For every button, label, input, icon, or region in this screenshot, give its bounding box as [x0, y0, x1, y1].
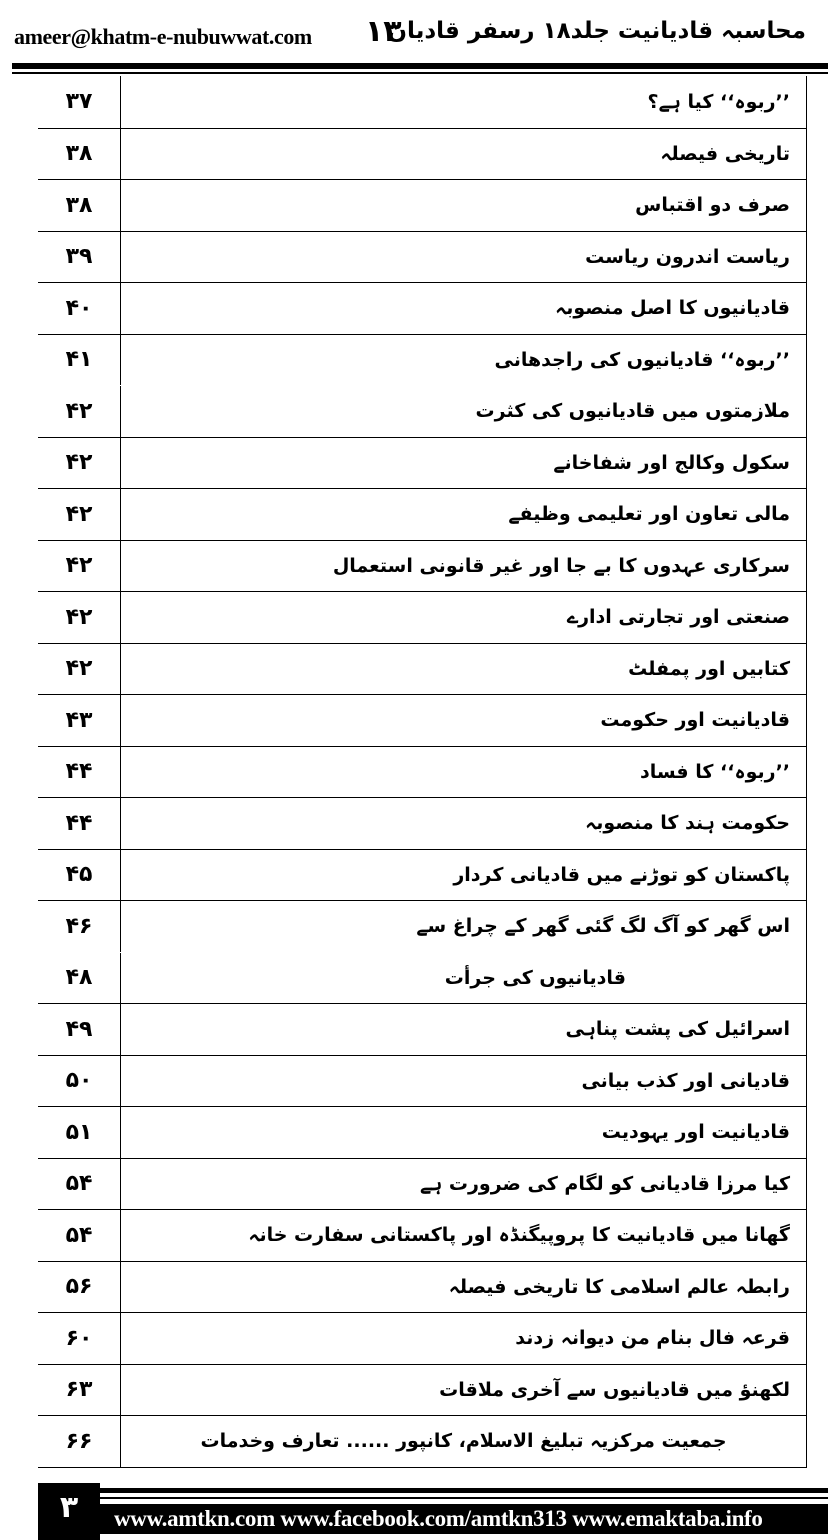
toc-page-number: ۶۶ [38, 1416, 121, 1467]
table-row [38, 952, 806, 1004]
table-row [38, 1209, 806, 1261]
toc-page-number: ۴۲ [38, 489, 121, 540]
toc-page-number: ۴۰ [38, 283, 121, 334]
toc-page-number: ۵۴ [38, 1159, 121, 1210]
toc-page-number: ۴۵ [38, 850, 121, 901]
table-row [38, 1106, 806, 1158]
table-row [38, 1055, 806, 1107]
toc-entry-title: ’’ربوہ‘‘ کا فساد [639, 760, 790, 783]
header-rule-thick [12, 63, 828, 69]
table-row [38, 643, 806, 695]
toc-entry-title: تاریخی فیصلہ [660, 142, 790, 165]
toc-page-number: ۴۳ [38, 695, 121, 746]
toc-page-number: ۳۹ [38, 232, 121, 283]
toc-page-number: ۴۲ [38, 386, 121, 437]
toc-entry-title: رابطہ عالم اسلامی کا تاریخی فیصلہ [448, 1275, 790, 1298]
table-row [38, 437, 806, 489]
toc-entry-title: گھانا میں قادیانیت کا پروپیگنڈہ اور پاکستانی سفارت خانہ [248, 1224, 790, 1247]
table-row [38, 282, 806, 334]
toc-entry-title: کیا مرزا قادیانی کو لگام کی ضرورت ہے [420, 1172, 790, 1195]
toc-entry-title: کتابیں اور پمفلٹ [628, 657, 790, 680]
toc-page-number: ۴۱ [38, 335, 121, 386]
table-row [38, 1003, 806, 1055]
toc-entry-title: قرعہ فال بنام من دیوانہ زدند [515, 1327, 790, 1350]
toc-page-number: ۶۰ [38, 1313, 121, 1364]
toc-page-number: ۵۴ [38, 1210, 121, 1261]
toc-entry-title: صرف دو اقتباس [635, 194, 790, 217]
toc-entry-title: پاکستان کو توڑنے میں قادیانی کردار [453, 863, 790, 886]
toc-entry-title: جمعیت مرکزیہ تبلیغ الاسلام، کانپور ...... تعارف وخدمات [200, 1430, 727, 1453]
toc-entry-title: ’’ربوہ‘‘ کیا ہے؟ [647, 90, 790, 113]
toc-entry-title: قادیانی اور کذب بیانی [581, 1069, 790, 1092]
toc-page-number: ۳۸ [38, 129, 121, 180]
table-row [38, 797, 806, 849]
toc-entry-title: قادیانیوں کی جرأت [444, 966, 626, 989]
toc-page-number: ۳۸ [38, 180, 121, 231]
header-book-title: محاسبہ قادیانیت جلد۱۸ رسفر قادیان [387, 18, 806, 44]
table-row [38, 231, 806, 283]
toc-entry-title: قادیانیت اور یہودیت [601, 1121, 790, 1144]
table-row [38, 128, 806, 180]
toc-page-number: ۴۲ [38, 438, 121, 489]
toc-page-number: ۳۷ [38, 76, 121, 128]
footer-rule-thin [100, 1497, 828, 1499]
header-page-number: ۱۳ [365, 14, 402, 49]
toc-entry-title: سرکاری عہدوں کا بے جا اور غیر قانونی استعمال [332, 554, 790, 577]
table-row [38, 591, 806, 643]
toc-entry-title: اسرائیل کی پشت پناہی [565, 1018, 790, 1041]
table-row [38, 1364, 806, 1416]
table-row [38, 334, 806, 386]
toc-page-number: ۴۲ [38, 644, 121, 695]
table-row [38, 849, 806, 901]
toc-entry-title: حکومت ہند کا منصوبہ [585, 812, 790, 835]
toc-page-number: ۵۶ [38, 1262, 121, 1313]
toc-entry-title: اس گھر کو آگ لگ گئی گھر کے چراغ سے [416, 915, 790, 938]
table-row [38, 76, 806, 128]
table-of-contents [38, 76, 807, 1468]
toc-entry-title: سکول وکالج اور شفاخانے [553, 451, 790, 474]
toc-page-number: ۴۴ [38, 747, 121, 798]
footer-rule-thick [100, 1488, 828, 1493]
header-email: ameer@khatm-e-nubuwwat.com [14, 24, 312, 49]
toc-entry-title: صنعتی اور تجارتی ادارے [566, 606, 790, 629]
toc-entry-title: قادیانیت اور حکومت [600, 709, 790, 732]
table-row [38, 1261, 806, 1313]
header-rule-thin [12, 72, 828, 74]
table-row [38, 1158, 806, 1210]
toc-page-number: ۵۰ [38, 1056, 121, 1107]
toc-entry-title: ریاست اندرون ریاست [585, 245, 790, 268]
toc-entry-title: قادیانیوں کا اصل منصوبہ [555, 297, 790, 320]
footer-page-number: ۳ [38, 1483, 100, 1540]
toc-page-number: ۶۳ [38, 1365, 121, 1416]
toc-entry-title: ’’ربوہ‘‘ قادیانیوں کی راجدھانی [494, 348, 790, 371]
toc-page-number: ۴۹ [38, 1004, 121, 1055]
table-row [38, 1312, 806, 1364]
toc-page-number: ۴۲ [38, 592, 121, 643]
table-row [38, 1415, 806, 1467]
table-row [38, 694, 806, 746]
toc-page-number: ۴۴ [38, 798, 121, 849]
toc-page-number: ۴۸ [38, 953, 121, 1004]
table-row [38, 540, 806, 592]
toc-page-number: ۴۶ [38, 901, 121, 952]
footer-links: www.amtkn.com www.facebook.com/amtkn313 www.emaktaba.info [100, 1504, 828, 1534]
table-row [38, 900, 806, 952]
toc-page-number: ۵۱ [38, 1107, 121, 1158]
toc-entry-title: لکھنؤ میں قادیانیوں سے آخری ملاقات [439, 1378, 790, 1401]
table-row [38, 385, 806, 437]
toc-entry-title: ملازمتوں میں قادیانیوں کی کثرت [475, 400, 790, 423]
table-row [38, 746, 806, 798]
toc-entry-title: مالی تعاون اور تعلیمی وظیفے [508, 503, 790, 526]
table-row [38, 488, 806, 540]
toc-page-number: ۴۲ [38, 541, 121, 592]
table-row [38, 179, 806, 231]
